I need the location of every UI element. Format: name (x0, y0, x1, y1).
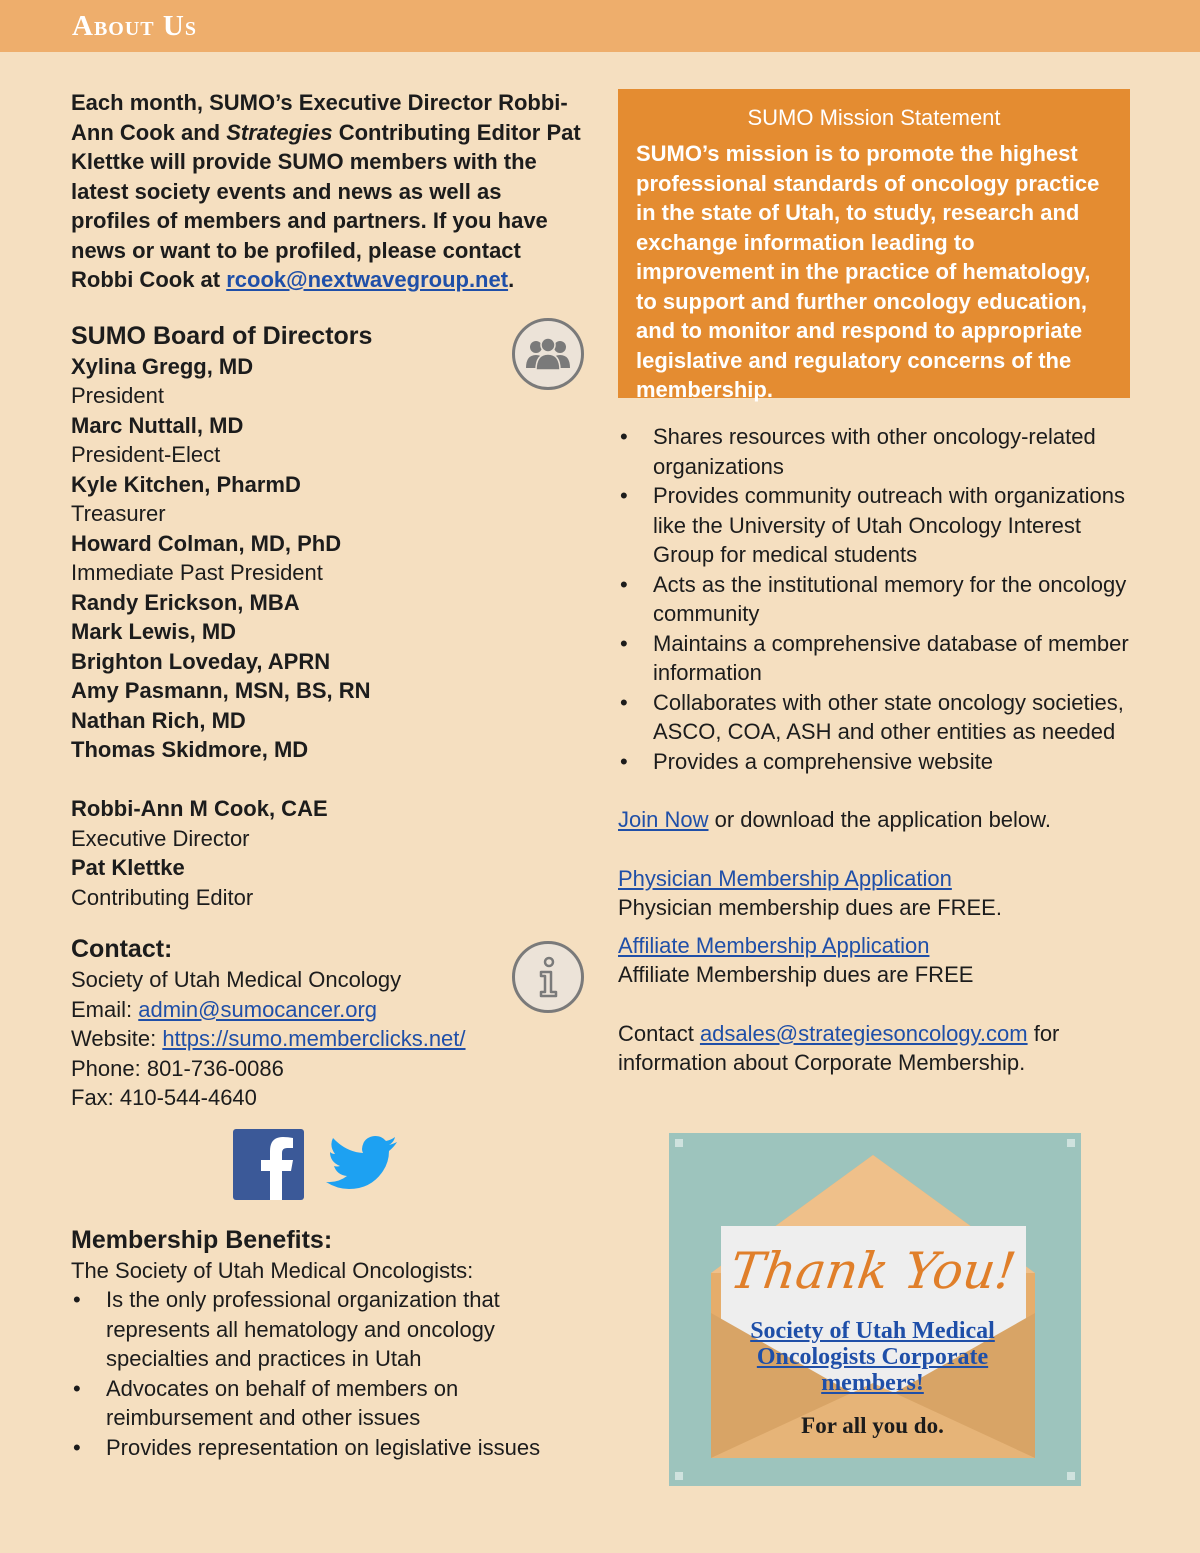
contact-email-row (71, 995, 591, 1025)
board-member-name: Xylina Gregg, MD (71, 353, 254, 379)
contact-org: Society of Utah Medical Oncology (71, 967, 402, 992)
intro-text-2: Contributing Editor Pat Klettke will provide SUMO members with the latest society events and news as well as profiles of members and partners. If you have news or want to be profiled, please contact Robbi Cook at (71, 119, 581, 292)
contact-website-link[interactable]: https://sumo.memberclicks.net/ (162, 1026, 466, 1051)
website-label: Website: (71, 1026, 163, 1051)
contact-title: Contact: (71, 935, 173, 963)
affiliate-dues-note: Affiliate Membership dues are FREE (618, 962, 974, 987)
join-now-link[interactable]: Join Now (618, 807, 709, 832)
board-member-name: Nathan Rich, MD (71, 707, 246, 733)
board-member-name: Howard Colman, MD, PhD (71, 530, 342, 556)
board-member-name: Kyle Kitchen, PharmD (71, 471, 301, 497)
card-org-link[interactable]: Society of Utah Medical Oncologists Corporate members! (750, 1318, 995, 1396)
board-section (71, 321, 591, 913)
affiliate-application-link[interactable]: Affiliate Membership Application (618, 932, 930, 958)
contact-phone: Phone: 801-736-0086 (71, 1055, 284, 1081)
join-row (618, 805, 1138, 835)
affiliate-application (618, 931, 1138, 990)
list-item: • Advocates on behalf of members on reimbursement and other issues (71, 1374, 541, 1433)
mission-statement-box (618, 89, 1130, 402)
board-member-name: Brighton Loveday, APRN (71, 648, 331, 674)
staff-name: Robbi-Ann M Cook, CAE (71, 796, 328, 821)
join-text: or download the application below. (708, 807, 1051, 832)
corporate-contact (618, 1019, 1068, 1078)
board-member-role: Immediate Past President (71, 560, 323, 585)
corporate-pre: Contact (618, 1020, 700, 1046)
twitter-icon[interactable] (325, 1135, 399, 1200)
benefits-intro: The Society of Utah Medical Oncologists: (71, 1257, 474, 1283)
board-member-name: Thomas Skidmore, MD (71, 737, 309, 762)
intro-end: . (508, 267, 515, 292)
physician-application-link[interactable]: Physician Membership Application (618, 865, 952, 891)
section-header (0, 0, 1200, 52)
benefits-list (71, 1285, 541, 1462)
contact-section (71, 934, 591, 1113)
benefits-title: Membership Benefits: (71, 1225, 333, 1254)
staff-role: Executive Director (71, 825, 250, 851)
list-item: • Acts as the institutional memory for the oncology community (618, 570, 1138, 629)
list-item: • Provides representation on legislative issues (71, 1433, 541, 1463)
people-group-icon (512, 318, 584, 390)
staff-role: Contributing Editor (71, 884, 254, 910)
board-member-name: Mark Lewis, MD (71, 619, 237, 644)
board-member-name: Amy Pasmann, MSN, BS, RN (71, 678, 371, 703)
list-item: • Provides community outreach with organizations like the University of Utah Oncology Interest Group for medical students (618, 481, 1138, 570)
board-member-name: Marc Nuttall, MD (71, 412, 244, 438)
board-member-role: President-Elect (71, 442, 221, 467)
intro-email-link[interactable]: rcook@nextwavegroup.net (226, 267, 509, 292)
section-title: About Us (72, 10, 197, 42)
list-item: • Is the only professional organization that represents all hematology and oncology specialties and practices in Utah (71, 1285, 541, 1374)
mission-text: SUMO’s mission is to promote the highest professional standards of oncology practice in the state of Utah, to study, research and exchange information leading to improvement in the practice of hematology, to support and further oncology education, and to monitor and respond to appropriate legislative and regulatory concerns of the membership. (636, 141, 1100, 402)
physician-application (618, 864, 1138, 923)
facebook-icon[interactable] (233, 1129, 304, 1205)
list-item: • Shares resources with other oncology-related organizations (618, 422, 1138, 481)
left-column (71, 88, 591, 1462)
right-column (618, 422, 1138, 1078)
intro-text-1: Each month, SUMO’s Executive Director Robbi-Ann Cook and (71, 90, 568, 145)
staff-name: Pat Klettke (71, 855, 185, 880)
card-footer-text: For all you do. (801, 1413, 944, 1438)
physician-dues-note: Physician membership dues are FREE. (618, 895, 1002, 920)
info-icon (512, 941, 584, 1013)
intro-paragraph (71, 88, 586, 295)
list-item: • Maintains a comprehensive database of member information (618, 629, 1138, 688)
contact-fax: Fax: 410-544-4640 (71, 1085, 257, 1110)
contact-website-row (71, 1024, 591, 1054)
board-title: SUMO Board of Directors (71, 321, 373, 350)
intro-italic: Strategies (226, 119, 333, 145)
contact-email-link[interactable]: admin@sumocancer.org (138, 996, 378, 1022)
benefits-section (71, 1225, 591, 1463)
list-item: • Collaborates with other state oncology societies, ASCO, COA, ASH and other entities as needed (618, 688, 1138, 747)
benefits-list-continued (618, 422, 1138, 776)
board-member-role: Treasurer (71, 501, 166, 526)
corporate-email-link[interactable]: adsales@strategiesoncology.com (699, 1020, 1028, 1046)
board-member-name: Randy Erickson, MBA (71, 589, 300, 615)
email-label: Email: (71, 996, 139, 1022)
corporate-post: for information about Corporate Membership. (618, 1020, 1060, 1075)
board-member-role: President (71, 383, 164, 408)
mission-title: SUMO Mission Statement (747, 105, 1001, 130)
thank-you-title: Thank You! (726, 1242, 1020, 1300)
list-item: • Provides a comprehensive website (618, 747, 1138, 777)
